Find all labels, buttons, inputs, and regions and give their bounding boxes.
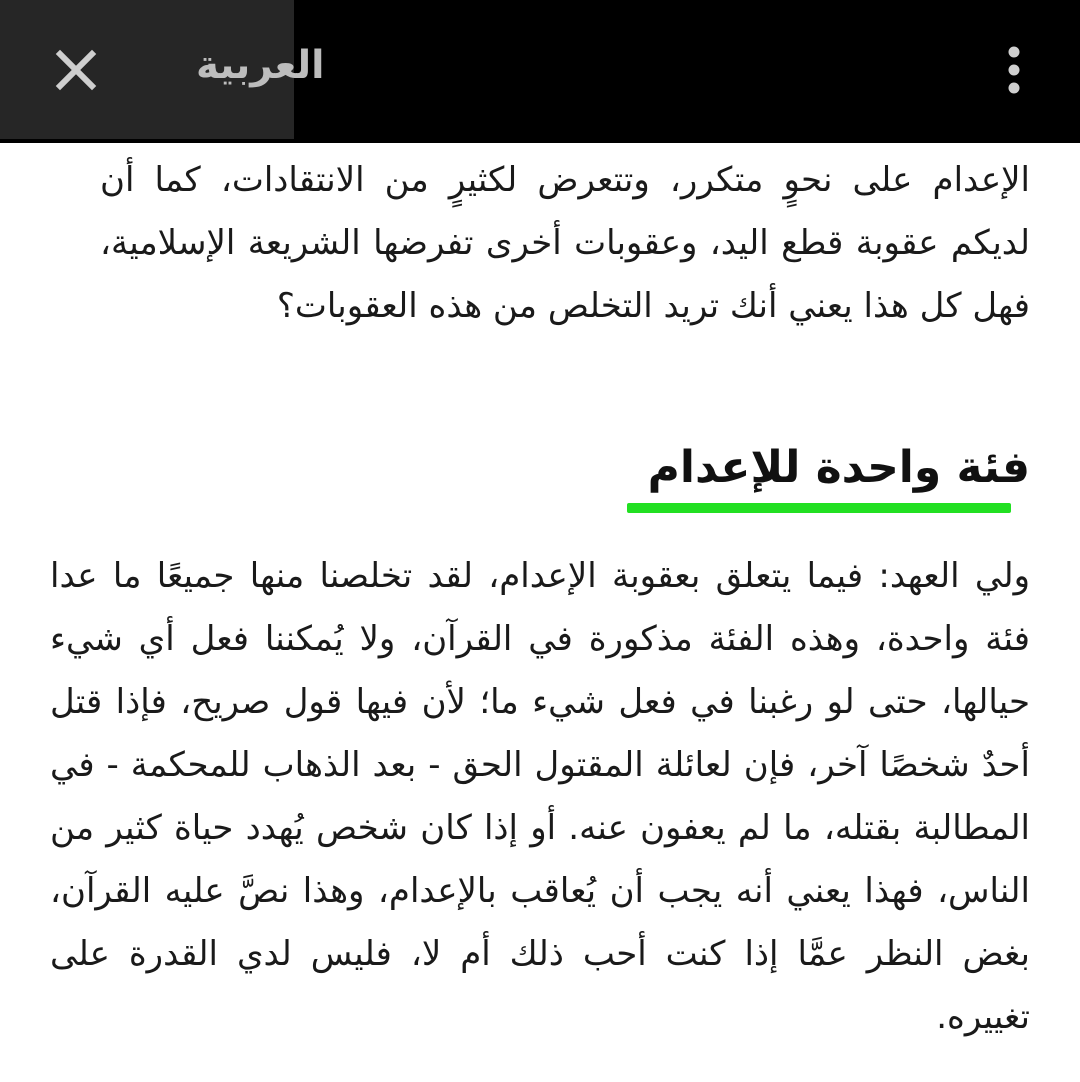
language-label: العربية <box>196 43 325 88</box>
intro-paragraph: الإعدام على نحوٍ متكرر، وتتعرض لكثيرٍ من الانتقادات، كما أن لديكم عقوبة قطع اليد، وعقوبات أخرى تفرضها الشريعة الإسلامية، فهل كل هذا يعني أنك تريد التخلص من هذه العقوبات؟ <box>100 160 1030 326</box>
top-toolbar <box>0 0 1080 143</box>
close-icon[interactable] <box>40 34 112 106</box>
section-paragraph: ولي العهد: فيما يتعلق بعقوبة الإعدام، لقد تخلصنا منها جميعًا ما عدا فئة واحدة، وهذه الفئة مذكورة في القرآن، ولا يُمكننا فعل أي شيء حيالها، حتى لو رغبنا في فعل شيء ما؛ لأن فيها قول صريح، فإذا قتل أحدٌ شخصًا آخر، فإن لعائلة المقتول الحق - بعد الذهاب للمحكمة - في المطالبة بقتله، ما لم يعفون عنه. أو إذا كان شخص يُهدد حياة كثير من الناس، فهذا يعني أنه يجب أن يُعاقب بالإعدام، وهذا نصَّ عليه القرآن، بغض النظر عمَّا إذا كنت أحب ذلك أم لا، فليس لدي القدرة على تغييره. <box>50 556 1030 1037</box>
section-heading: فئة واحدة للإعدام <box>647 442 1030 493</box>
language-tab[interactable] <box>0 0 325 139</box>
article-content <box>0 143 1080 1082</box>
more-vert-icon[interactable] <box>994 40 1034 100</box>
heading-underline <box>627 503 1011 513</box>
